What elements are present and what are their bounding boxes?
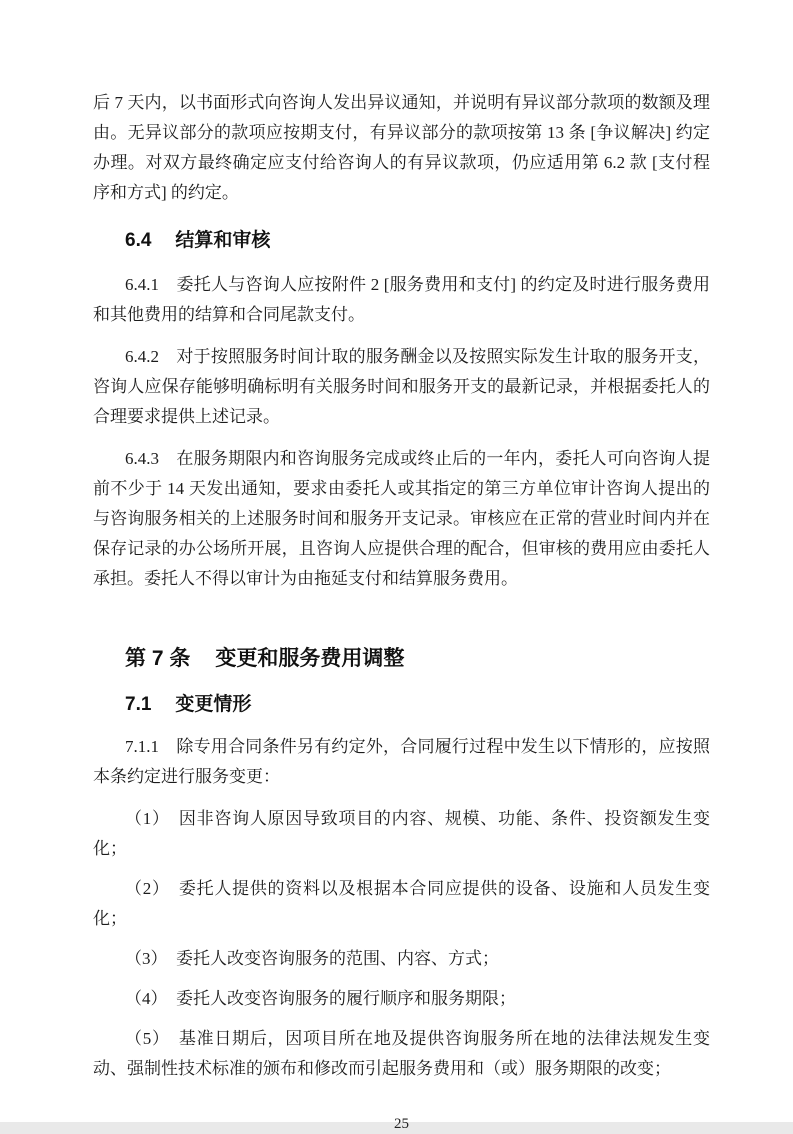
paragraph-6-4-3: 6.4.3 在服务期限内和咨询服务完成或终止后的一年内，委托人可向咨询人提前不少于 14 天发出通知，要求由委托人或其指定的第三方单位审计咨询人提出的与咨询服务相关的上述服务时间和服务开支记录。审核应在正常的营业时间内并在保存记录的办公场所开展，且咨询人应提供合理的配合，但审核的费用应由委托人承担。委托人不得以审计为由拖延支付和结算服务费用。 [93,449,710,588]
list-item-5: （5） 基准日期后，因项目所在地及提供咨询服务所在地的法律法规发生变动、强制性技术标准的颁布和修改而引起服务费用和（或）服务期限的改变； [93,1029,710,1078]
paragraph-continuation: 后 7 天内，以书面形式向咨询人发出异议通知，并说明有异议部分款项的数额及理由。无异议部分的款项应按期支付，有异议部分的款项按第 13 条 [争议解决] 约定办理。对双方最终确定应支付给咨询人的有异议款项，仍应适用第 6.2 款 [支付程序和方式] 的约定。 [93,93,710,202]
paragraph-6-4-2: 6.4.2 对于按照服务时间计取的服务酬金以及按照实际发生计取的服务开支，咨询人应保存能够明确标明有关服务时间和服务开支的最新记录，并根据委托人的合理要求提供上述记录。 [93,347,710,426]
section-number: 6.4 [125,230,152,251]
chapter-number: 第 7 条 [125,647,191,670]
section-heading-7-1 [93,692,710,718]
section-title: 结算和审核 [175,230,271,251]
list-item-2: （2） 委托人提供的资料以及根据本合同应提供的设备、设施和人员发生变化； [93,879,710,928]
paragraph-6-4-1: 6.4.1 委托人与咨询人应按附件 2 [服务费用和支付] 的约定及时进行服务费用和其他费用的结算和合同尾款支付。 [93,275,710,324]
section-heading-6-4 [93,228,710,254]
page-number: 25 [394,1116,409,1132]
paragraph-7-1-1: 7.1.1 除专用合同条件另有约定外，合同履行过程中发生以下情形的，应按照本条约定进行服务变更： [93,737,710,786]
list-item-4: （4） 委托人改变咨询服务的履行顺序和服务期限； [125,989,516,1008]
section-number: 7.1 [125,694,152,715]
list-item-3: （3） 委托人改变咨询服务的范围、内容、方式； [125,949,499,968]
list-item-1: （1） 因非咨询人原因导致项目的内容、规模、功能、条件、投资额发生变化； [93,809,710,858]
section-title: 变更情形 [175,694,252,715]
chapter-heading-7 [93,644,710,674]
chapter-title: 变更和服务费用调整 [215,647,405,670]
